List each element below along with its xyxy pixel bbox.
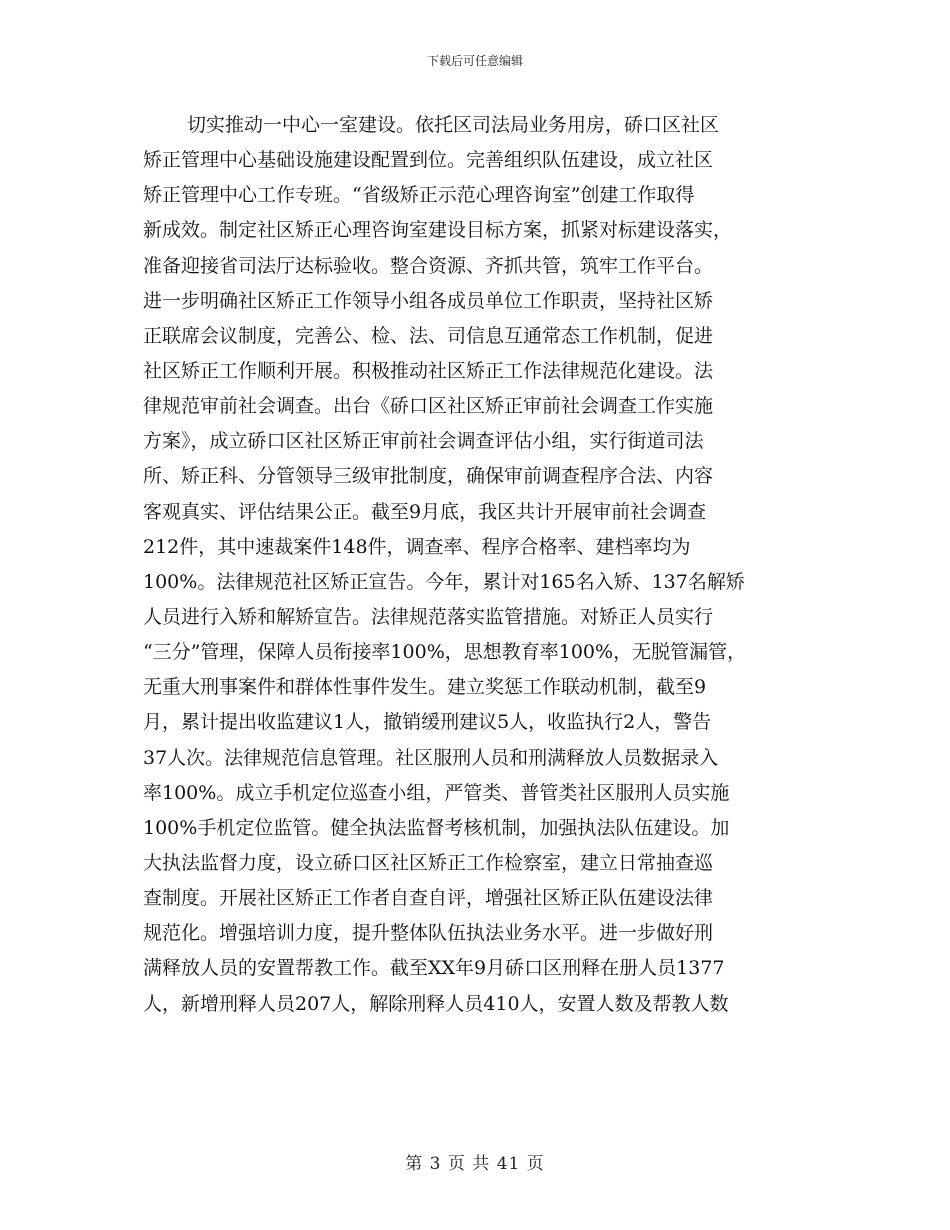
paragraph-line: 无重大刑事案件和群体性事件发生。建立奖惩工作联动机制，截至9: [143, 676, 707, 699]
paragraph-line: 规范化。增强培训力度，提升整体队伍执法业务水平。进一步做好刑: [143, 922, 714, 945]
paragraph-line: 100%。法律规范社区矫正宣告。今年，累计对165名入矫、137名解矫: [143, 570, 745, 593]
paragraph-line: 所、矫正科、分管领导三级审批制度，确保审前调查程序合法、内容: [143, 465, 714, 488]
paragraph-line: 率100%。成立手机定位巡查小组，严管类、普管类社区服刑人员实施: [143, 781, 730, 804]
paragraph-line: 满释放人员的安置帮教工作。截至XX年9月硚口区刑释在册人员1377: [143, 957, 725, 980]
paragraph-line: 人员进行入矫和解矫宣告。法律规范落实监管措施。对矫正人员实行: [143, 605, 714, 628]
paragraph-line: 人，新增刑释人员207人，解除刑释人员410人，安置人数及帮教人数: [143, 992, 729, 1015]
paragraph-line: 进一步明确社区矫正工作领导小组各成员单位工作职责，坚持社区矫: [143, 289, 714, 312]
paragraph-line: 新成效。制定社区矫正心理咨询室建设目标方案，抓紧对标建设落实，: [143, 219, 733, 242]
paragraph-line: 客观真实、评估结果公正。截至9月底，我区共计开展审前社会调查: [143, 500, 707, 523]
paragraph-line: 100%手机定位监管。健全执法监督考核机制，加强执法队伍建设。加: [143, 816, 730, 839]
paragraph-line: 律规范审前社会调查。出台《硚口区社区矫正审前社会调查工作实施: [143, 395, 714, 418]
paragraph-line: 月，累计提出收监建议1人，撤销缓刑建议5人，收监执行2人，警告: [143, 711, 712, 734]
paragraph-line: 方案》，成立硚口区社区矫正审前社会调查评估小组，实行街道司法: [143, 430, 704, 453]
paragraph-line: 准备迎接省司法厅达标验收。整合资源、齐抓共管，筑牢工作平台。: [143, 254, 714, 277]
paragraph-line: 切实推动一中心一室建设。依托区司法局业务用房，硚口区社区: [187, 114, 720, 136]
paragraph-line: 矫正管理中心工作专班。“省级矫正示范心理咨询室”创建工作取得: [143, 184, 695, 207]
header-note: 下载后可任意编辑: [426, 54, 523, 68]
paragraph-line: 212件，其中速裁案件148件，调查率、程序合格率、建档率均为: [143, 535, 691, 558]
paragraph-line: “三分”管理，保障人员衔接率100%，思想教育率100%，无脱管漏管，: [143, 641, 747, 664]
paragraph-line: 大执法监督力度，设立硚口区社区矫正工作检察室，建立日常抽查巡: [143, 851, 714, 874]
paragraph-line: 37人次。法律规范信息管理。社区服刑人员和刑满释放人员数据录入: [143, 746, 719, 769]
paragraph-line: 社区矫正工作顺利开展。积极推动社区矫正工作法律规范化建设。法: [143, 359, 714, 382]
paragraph-line: 矫正管理中心基础设施建设配置到位。完善组织队伍建设，成立社区: [143, 149, 714, 172]
paragraph-line: 正联席会议制度，完善公、检、法、司信息互通常态工作机制，促进: [143, 324, 714, 347]
page-number-footer: 第 3 页 共 41 页: [405, 1154, 545, 1174]
paragraph-line: 查制度。开展社区矫正工作者自查自评，增强社区矫正队伍建设法律: [143, 887, 714, 910]
body-text: [143, 108, 815, 1022]
